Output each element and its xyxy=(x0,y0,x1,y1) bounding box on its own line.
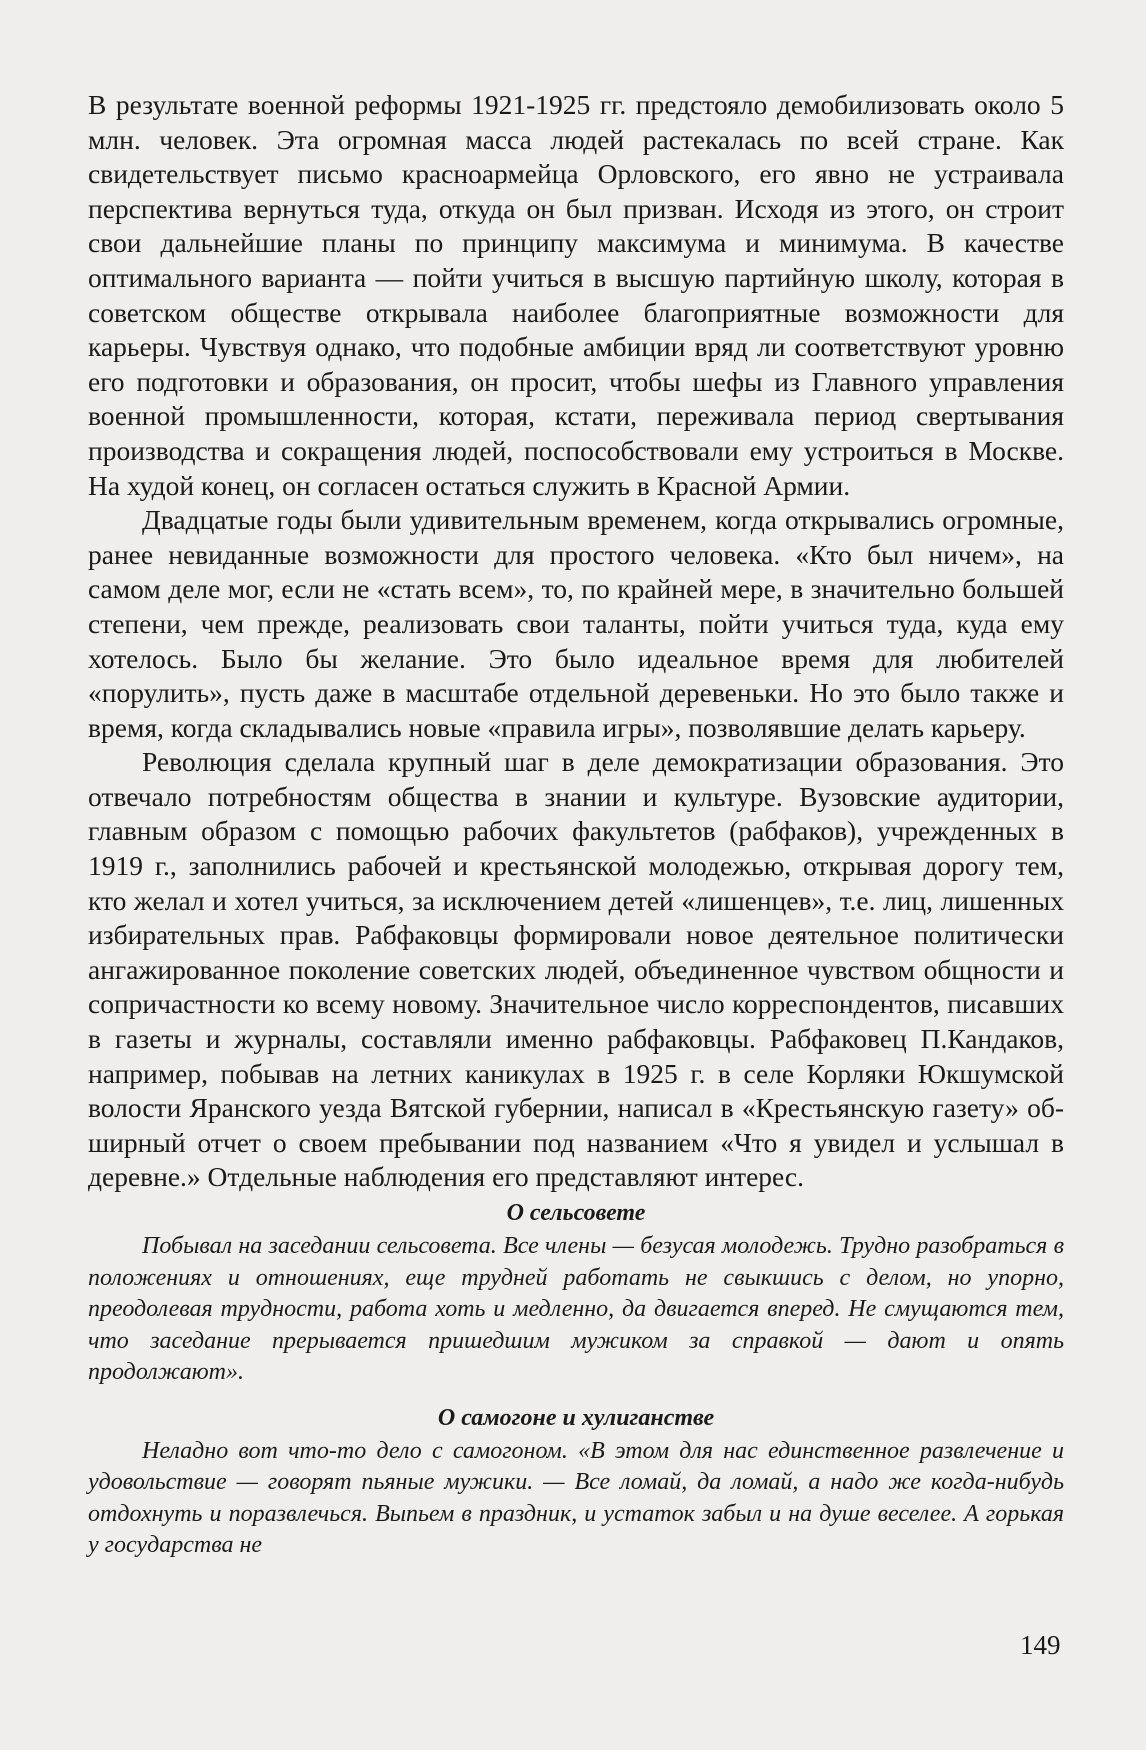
page-number: 149 xyxy=(1020,1630,1061,1660)
quote-village-council: Побывал на заседании сельсовета. Все члены — безусая молодежь. Трудно разобраться в положениях и отношениях, еще трудней работать не свыкшись с делом, но упорно, преодолевая трудности, работа хоть и медленно, да двигается вперед. Не смущаются тем, что заседание прерывается пришедшим мужиком за справкой — дают и опять продолжают». xyxy=(88,1233,1064,1385)
section-title-moonshine: О самогоне и хулиганстве xyxy=(437,1404,715,1431)
section-moonshine xyxy=(88,1403,1064,1562)
page-text-body xyxy=(88,88,1064,1562)
paragraph-twenties: Двадцатые годы были удивительным временем, когда открывались огромные, ранее невиданные возможности для простого человека. «Кто был ничем», на самом деле мог, если не «стать всем», то, по крайней мере, в значительно большей степени, чем прежде, реализовать свои таланты, пойти учиться туда, куда ему хотелось. Было бы желание. Это было идеальное время для любителей «порулить», пусть даже в масштабе отдельной деревеньки. Но это было также и время, когда складывались новые «правила игры», позволявшие делать карьеру. xyxy=(88,504,1064,743)
paragraph-education-revolution: Революция сделала крупный шаг в деле демократизации образования. Это отвечало потребностям общества в знании и культуре. Вузовские аудитории, главным образом с помощью рабочих факультетов (рабфаков), учрежденных в 1919 г., заполнились рабочей и крестьянской молодежью, открывая дорогу тем, кто желал и хотел учиться, за исключением детей «лишенцев», т.е. лиц, лишенных избирательных прав. Рабфаковцы формировали новое деятельное политически ангажированное поколение советских людей, объединенное чувством общности и сопричастности ко всему новому. Значительное число корреспондентов, писавших в газеты и журналы, составляли именно рабфаковцы. Рабфаковец П.Кандаков, например, побывав на летних каникулах в 1925 г. в селе Корляки Юкшумской волости Яранского уезда Вятской губернии, написал в «Крестьянскую газету» обширный отчет о своем пребывании под названием «Что я увидел и услышал в деревне.» Отдельные наблюдения его представляют интерес. xyxy=(88,746,1064,1193)
paragraph-demobilization: В результате военной реформы 1921-1925 гг. предстояло демобилизовать около 5 млн. человек. Эта огромная масса людей растекалась по всей стране. Как свидетельствует письмо красноармейца Орловского, его явно не устраивала перспектива вернуться туда, откуда он был призван. Исходя из этого, он строит свои дальнейшие планы по принципу максимума и минимума. В качестве оптимального варианта — пойти учиться в высшую партийную школу, которая в советском обществе открывала наиболее благоприятные возможности для карьеры. Чувствуя однако, что подобные амбиции вряд ли соответствуют уровню его подготовки и образования, он просит, чтобы шефы из Главного управления военной промышленности, которая, кстати, переживала период свертывания производства и сокращения людей, поспособствовали ему устроиться в Москве. На худой конец, он согласен остаться служить в Красной Армии. xyxy=(88,89,1064,501)
section-village-council xyxy=(88,1198,1064,1389)
section-title-village-council: О сельсовете xyxy=(506,1200,646,1226)
quote-moonshine: Неладно вот что-то дело с самогоном. «В этом для нас единственное развлечение и удовольствие — говорят пьяные мужики. — Все ломай, да ломай, а надо же когда-нибудь отдохнуть и поразвлечься. Выпьем в праздник, и устаток забыл и на душе веселее. А горькая у государства не xyxy=(88,1437,1064,1558)
